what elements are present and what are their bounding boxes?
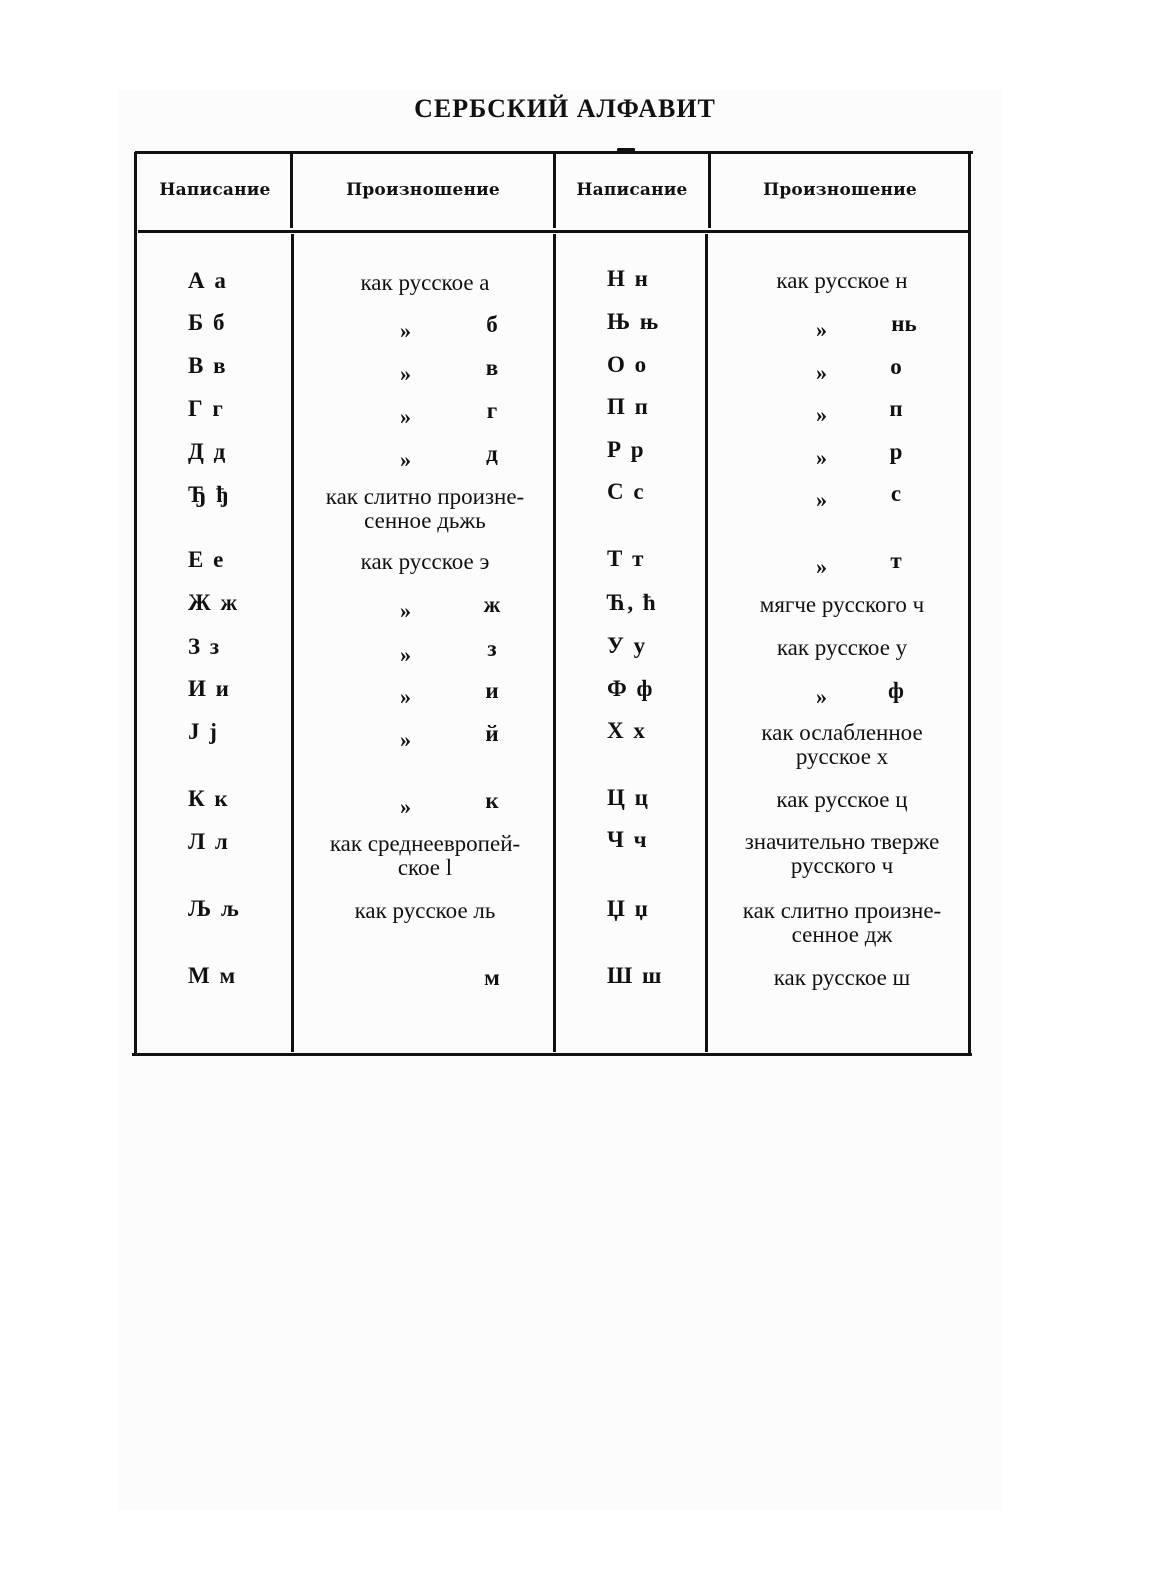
letter-cell: Е е — [188, 547, 226, 572]
header-pronunciation-left: Произношение — [346, 180, 500, 200]
pronunciation-value: в — [485, 355, 499, 380]
pronunciation-value: ж — [483, 592, 501, 617]
pronunciation-value: т — [890, 548, 902, 573]
ditto-mark: » — [816, 445, 827, 470]
pronunciation-text: как среднеевропей- — [329, 831, 521, 856]
pronunciation-value: г — [486, 398, 498, 423]
pronunciation-text-continued: ское l — [397, 855, 453, 880]
letter-cell: J j — [188, 719, 219, 744]
header-spelling-left: Написание — [159, 180, 271, 200]
ditto-mark: » — [400, 318, 411, 343]
print-speck — [617, 148, 635, 154]
letter-cell: Д д — [188, 439, 228, 464]
letter-cell: З з — [188, 634, 222, 659]
pronunciation-text: как русское э — [360, 549, 490, 574]
pronunciation-value: й — [485, 721, 499, 746]
letter-cell: Ђ ђ — [188, 482, 231, 507]
header-spelling-right: Написание — [576, 180, 688, 200]
pronunciation-value: о — [890, 354, 902, 379]
header-bottom-rule — [138, 230, 970, 233]
pronunciation-value: б — [486, 312, 498, 337]
ditto-mark: » — [816, 487, 827, 512]
column-divider-3-body — [705, 234, 708, 1052]
pronunciation-value: д — [486, 441, 498, 466]
ditto-mark: » — [400, 642, 411, 667]
letter-cell: О о — [607, 352, 649, 377]
letter-cell: Ш ш — [607, 963, 664, 988]
ditto-mark: » — [400, 404, 411, 429]
letter-cell: Б б — [188, 310, 227, 335]
ditto-mark: » — [400, 684, 411, 709]
pronunciation-text-continued: сенное дж — [791, 922, 893, 947]
ditto-mark: » — [400, 361, 411, 386]
ditto-mark: » — [400, 794, 411, 819]
column-divider-1-body — [291, 234, 294, 1052]
letter-cell: В в — [188, 353, 228, 378]
letter-cell: Џ џ — [607, 896, 650, 921]
ditto-mark: » — [816, 402, 827, 427]
ditto-mark: » — [400, 447, 411, 472]
ditto-mark: » — [816, 360, 827, 385]
letter-cell: Т т — [607, 546, 646, 571]
pronunciation-text-continued: сенное дьжь — [364, 508, 486, 533]
column-divider-1 — [290, 152, 293, 228]
letter-cell: Ч ч — [607, 827, 649, 852]
letter-cell: Ж ж — [188, 590, 240, 615]
ditto-mark: » — [400, 727, 411, 752]
pronunciation-value: ф — [888, 678, 904, 703]
letter-cell: Њ њ — [607, 309, 661, 334]
column-divider-2-body — [553, 234, 556, 1052]
pronunciation-text: как слитно произне- — [325, 484, 525, 509]
ditto-mark: » — [816, 554, 827, 579]
pronunciation-text-continued: русское х — [795, 744, 889, 769]
pronunciation-text: как русское н — [776, 268, 908, 293]
pronunciation-value: з — [487, 636, 497, 661]
letter-cell: М м — [188, 963, 238, 988]
pronunciation-value: нь — [891, 311, 917, 336]
header-pronunciation-right: Произношение — [763, 180, 917, 200]
pronunciation-text: как русское а — [360, 270, 490, 295]
letter-cell: А а — [188, 268, 228, 293]
ditto-mark: » — [816, 317, 827, 342]
pronunciation-value: р — [889, 439, 903, 464]
pronunciation-value: с — [890, 481, 902, 506]
pronunciation-value: п — [889, 396, 903, 421]
letter-cell: Г г — [188, 396, 225, 421]
letter-cell: Л л — [188, 829, 230, 854]
pronunciation-value: м — [484, 965, 500, 990]
letter-cell: Ф ф — [607, 676, 655, 701]
pronunciation-text: как русское у — [776, 635, 908, 660]
table-border-left — [134, 152, 137, 1056]
pronunciation-text: мягче русского ч — [759, 592, 925, 617]
letter-cell: Х х — [607, 718, 647, 743]
letter-cell: И и — [188, 676, 231, 701]
pronunciation-text: как русское ль — [354, 898, 496, 923]
letter-cell: Ц ц — [607, 785, 650, 810]
pronunciation-value: к — [485, 788, 499, 813]
pronunciation-text: как слитно произне- — [742, 898, 942, 923]
ditto-mark: » — [816, 684, 827, 709]
letter-cell: С с — [607, 479, 646, 504]
letter-cell: Ћ, ћ — [607, 590, 658, 615]
page-title: СЕРБСКИЙ АЛФАВИТ — [414, 94, 716, 123]
letter-cell: Љ љ — [188, 896, 241, 921]
pronunciation-text: как русское ш — [773, 965, 911, 990]
letter-cell: П п — [607, 394, 650, 419]
column-divider-2 — [553, 152, 556, 228]
pronunciation-text-continued: русского ч — [790, 853, 894, 878]
table-bottom-rule — [132, 1053, 972, 1056]
ditto-mark: » — [400, 598, 411, 623]
pronunciation-text: как русское ц — [776, 787, 908, 812]
letter-cell: У у — [607, 633, 648, 658]
pronunciation-value: и — [485, 678, 499, 703]
letter-cell: К к — [188, 786, 230, 811]
pronunciation-text: как ослабленное — [761, 720, 923, 745]
letter-cell: Н н — [607, 266, 650, 291]
letter-cell: Р р — [607, 437, 646, 462]
pronunciation-text: значительно тверже — [744, 829, 940, 854]
